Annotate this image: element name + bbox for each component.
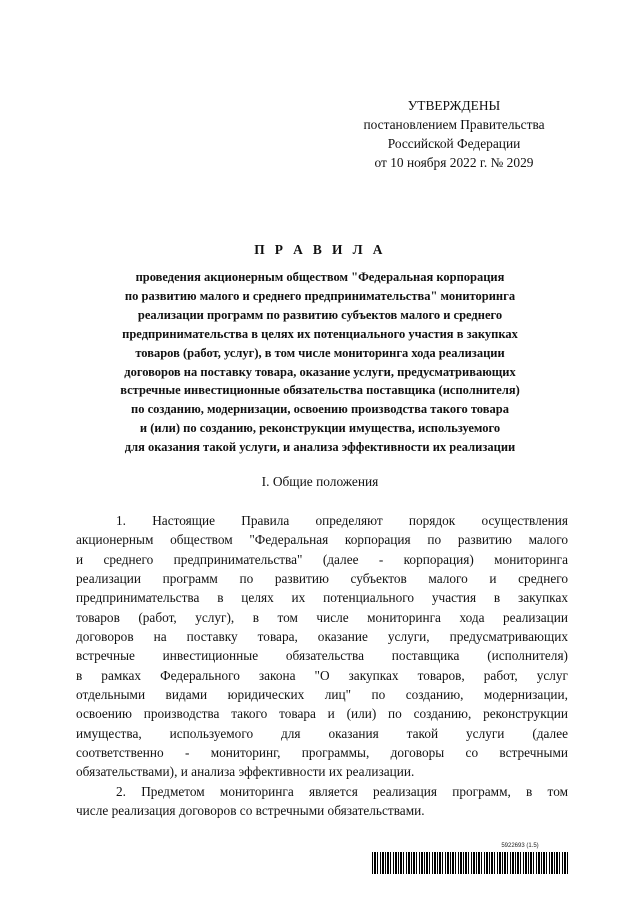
subtitle-line: для оказания такой услуги, и анализа эффективности их реализации — [124, 440, 516, 455]
paragraph-line: 1. Настоящие Правила определяют порядок осуществления — [116, 513, 568, 528]
paragraph-line: в рамках Федерального закона "О закупках товаров, работ, услуг — [76, 667, 568, 683]
approval-date-number: от 10 ноября 2022 г. № 2029 — [374, 155, 534, 170]
section-title: I. Общие положения — [261, 474, 379, 489]
paragraph-line: числе реализация договоров со встречными обязательствами. — [76, 803, 425, 819]
paragraph-line: товаров (работ, услуг), в том числе мониторинга хода реализации — [76, 609, 568, 625]
paragraph-line: отдельными видами юридических лиц" по созданию, модернизации, — [76, 687, 568, 703]
paragraph-line: соответственно - мониторинг, программы, договоры со встречными — [76, 745, 568, 761]
paragraph-line: акционерным обществом "Федеральная корпорация по развитию малого — [76, 532, 568, 548]
paragraph-1 — [76, 511, 568, 782]
subtitle-line: реализации программ по развитию субъектов малого и среднего — [137, 307, 503, 322]
paragraph-line: встречные инвестиционные обязательства поставщика (исполнителя) — [76, 648, 568, 664]
subtitle-line: встречные инвестиционные обязательства поставщика (исполнителя) — [120, 383, 520, 398]
subtitle-line: товаров (работ, услуг), в том числе мониторинга хода реализации — [135, 345, 505, 360]
document-subtitle — [60, 268, 580, 457]
barcode-icon — [372, 852, 568, 874]
subtitle-line: договоров на поставку товара, оказание услуги, предусматривающих — [124, 364, 516, 379]
subtitle-line: по развитию малого и среднего предпринимательства" мониторинга — [124, 288, 516, 303]
paragraph-line: предпринимательства в целях их потенциального участия в закупках — [76, 590, 568, 606]
approval-title: УТВЕРЖДЕНЫ — [407, 98, 501, 113]
paragraph-line: освоению производства такого товара и (или) по созданию, реконструкции — [76, 706, 568, 722]
approval-block — [330, 96, 578, 172]
paragraph-line: обязательствами), и анализа эффективности их реализации. — [76, 764, 415, 780]
approval-line: постановлением Правительства — [363, 117, 545, 132]
document-heading: П Р А В И Л А — [254, 242, 386, 257]
paragraph-line: договоров на поставку товара, оказание услуги, предусматривающих — [76, 629, 568, 645]
subtitle-line: по созданию, модернизации, освоению производства такого товара — [131, 402, 509, 417]
paragraph-line: и среднего предпринимательства" (далее - корпорация) мониторинга — [76, 551, 568, 567]
paragraph-line: имущества, используемого для оказания такой услуги (далее — [76, 725, 568, 741]
paragraph-line: реализации программ по развитию субъектов малого и среднего — [76, 571, 568, 587]
paragraph-line: 2. Предметом мониторинга является реализация программ, в том — [116, 784, 568, 799]
subtitle-line: и (или) по созданию, реконструкции имущества, используемого — [139, 421, 501, 436]
subtitle-line: проведения акционерным обществом "Федеральная корпорация — [135, 270, 505, 284]
subtitle-line: предпринимательства в целях их потенциального участия в закупках — [122, 326, 518, 341]
approval-line: Российской Федерации — [387, 136, 521, 151]
document-stamp: 5922693 (1.5) — [501, 843, 539, 849]
paragraph-2 — [76, 782, 568, 821]
